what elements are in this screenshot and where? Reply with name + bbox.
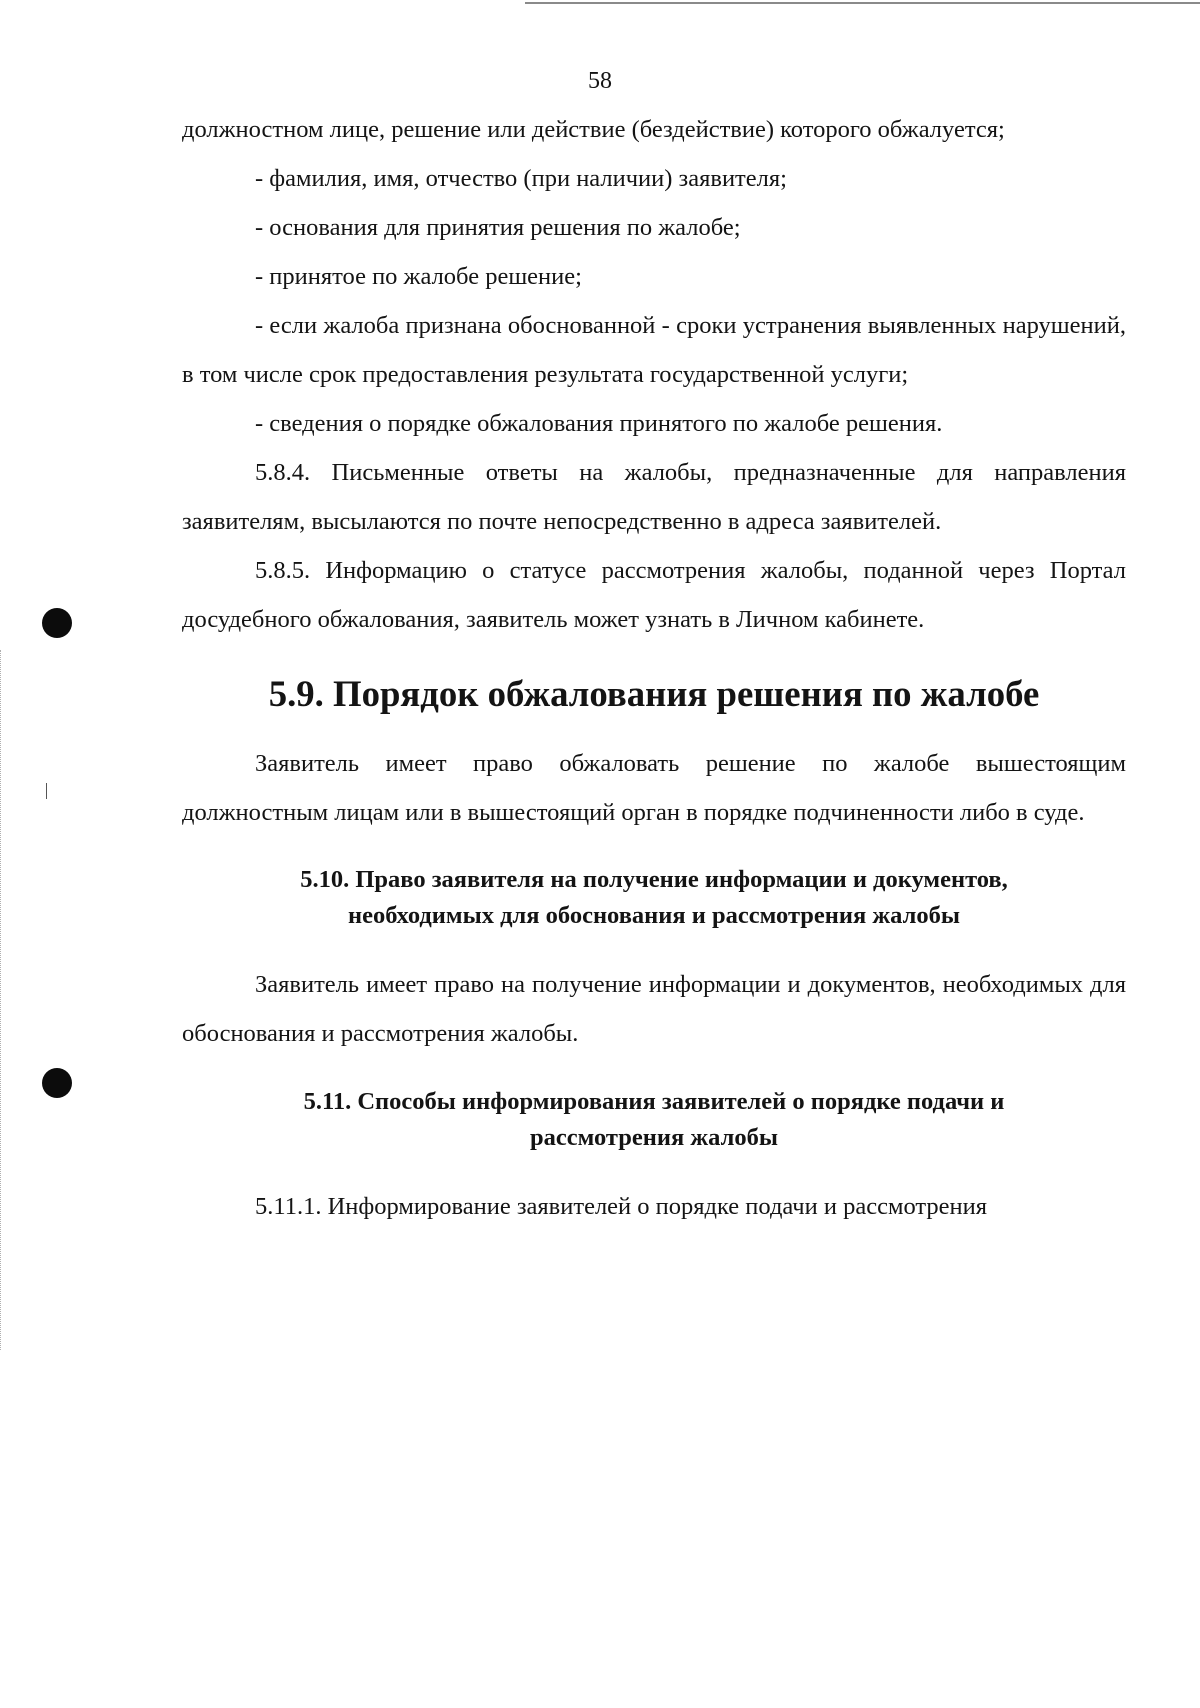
heading-line: 5.11. Способы информирования заявителей о порядке подачи и xyxy=(303,1088,1005,1115)
section-heading-5-11 xyxy=(182,1084,1126,1156)
paragraph-5-8-4: 5.8.4. Письменные ответы на жалобы, предназначенные для направления заявителям, высылаются по почте непосредственно в адреса заявителей. xyxy=(182,459,1126,535)
page-number: 58 xyxy=(588,68,612,94)
top-border-line xyxy=(525,2,1200,4)
section-heading-5-9: 5.9. Порядок обжалования решения по жалобе xyxy=(268,673,1040,714)
heading-line: 5.10. Право заявителя на получение информации и документов, xyxy=(300,866,1008,893)
binder-hole-mark xyxy=(42,1068,72,1098)
section-5-9-text: Заявитель имеет право обжаловать решение по жалобе вышестоящим должностным лицам или в вышестоящий орган в порядке подчиненности либо в суде. xyxy=(182,750,1126,826)
scan-edge-dots xyxy=(0,650,3,1350)
binder-hole-mark xyxy=(42,608,72,638)
scan-edge-mark xyxy=(46,783,47,799)
section-5-10-text: Заявитель имеет право на получение информации и документов, необходимых для обоснования и рассмотрения жалобы. xyxy=(182,971,1126,1047)
paragraph: должностном лице, решение или действие (бездействие) которого обжалуется; xyxy=(182,116,1005,143)
paragraph-5-11-1: 5.11.1. Информирование заявителей о порядке подачи и рассмотрения xyxy=(255,1193,988,1220)
paragraph-5-8-5: 5.8.5. Информацию о статусе рассмотрения жалобы, поданной через Портал досудебного обжалования, заявитель может узнать в Личном кабинете. xyxy=(182,557,1126,633)
list-item: - основания для принятия решения по жалобе; xyxy=(255,214,741,241)
list-item: - если жалоба признана обоснованной - сроки устранения выявленных нарушений, в том числе срок предоставления результата государственной услуги; xyxy=(182,312,1126,388)
heading-line: необходимых для обоснования и рассмотрения жалобы xyxy=(348,902,960,929)
document-body xyxy=(182,105,1126,1231)
list-item: - фамилия, имя, отчество (при наличии) заявителя; xyxy=(255,165,787,192)
section-heading-5-10 xyxy=(182,862,1126,934)
heading-line: рассмотрения жалобы xyxy=(530,1124,778,1151)
list-item: - сведения о порядке обжалования принятого по жалобе решения. xyxy=(255,410,943,437)
list-item: - принятое по жалобе решение; xyxy=(255,263,582,290)
